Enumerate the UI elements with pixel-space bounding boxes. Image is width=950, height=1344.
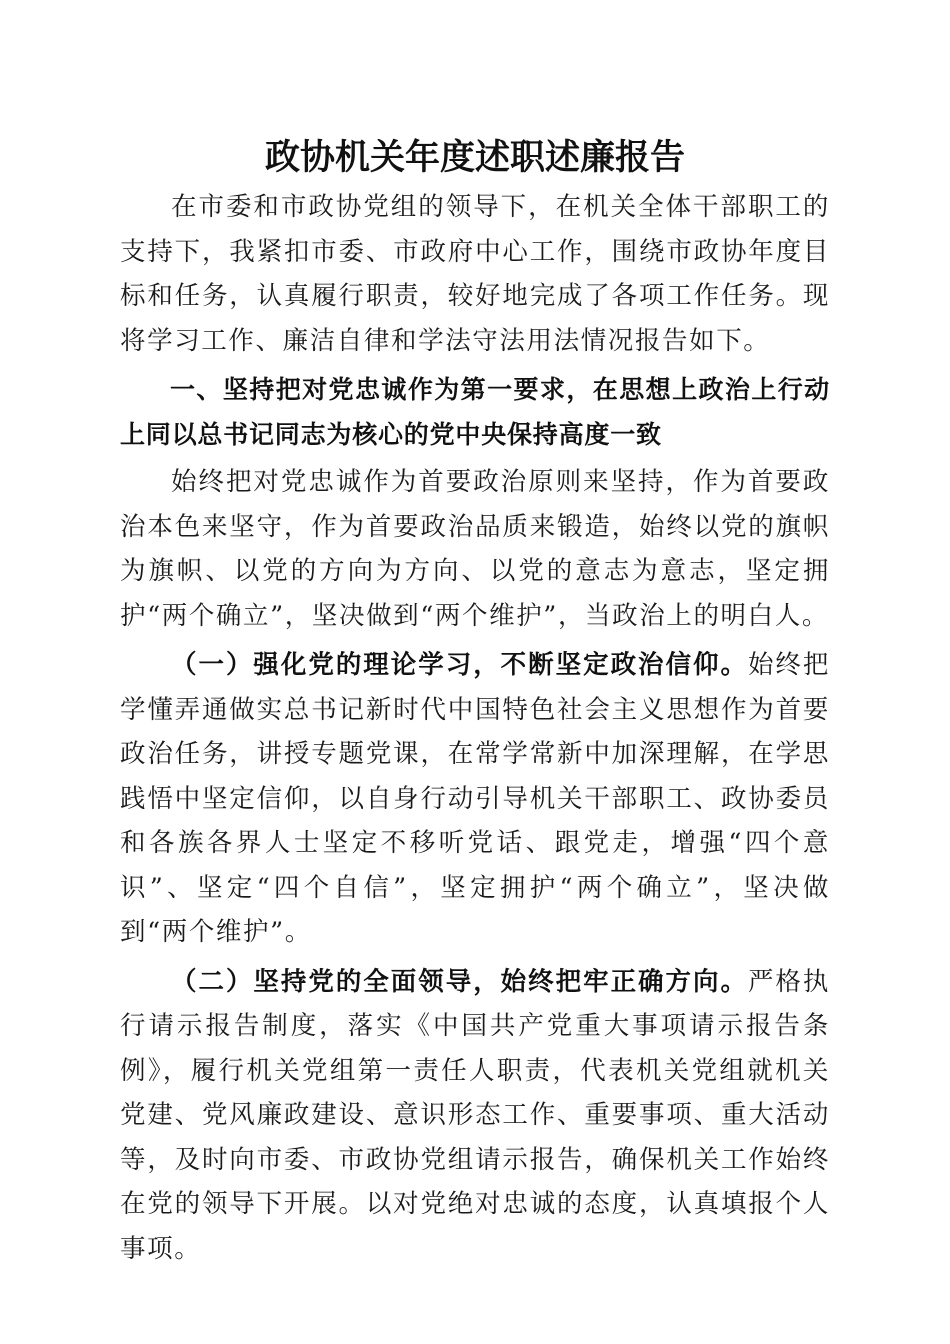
subsection-lead-1: （一）强化党的理论学习，不断坚定政治信仰。 (171, 650, 748, 680)
subsection-body-2: 严格执行请示报告制度，落实《中国共产党重大事项请示报告条例》，履行机关党组第一责任人职责，代表机关党组就机关党建、党风廉政建设、意识形态工作、重要事项、重大活动等，及时向市委、市政协党组请示报告，确保机关工作始终在党的领导下开展。以对党绝对忠诚的态度，认真填报个人事项。 (120, 966, 830, 1264)
subsection-paragraph-2 (120, 960, 830, 1272)
subsection-paragraph-1 (120, 643, 830, 955)
document-title: 政协机关年度述职述廉报告 (264, 138, 685, 178)
section-heading: 一、坚持把对党忠诚作为第一要求，在思想上政治上行动上同以总书记同志为核心的党中央保持高度一致 (120, 375, 830, 449)
document-body (120, 185, 830, 1276)
subsection-body-1: 始终把学懂弄通做实总书记新时代中国特色社会主义思想作为首要政治任务，讲授专题党课，在常学常新中加深理解，在学思践悟中坚定信仰，以自身行动引导机关干部职工、政协委员和各族各界人士坚定不移听党话、跟党走，增强“四个意识”、坚定“四个自信”，坚定拥护“两个确立”，坚决做到“两个维护”。 (120, 650, 830, 947)
intro-paragraph: 在市委和市政协党组的领导下，在机关全体干部职工的支持下，我紧扣市委、市政府中心工作，围绕市政协年度目标和任务，认真履行职责，较好地完成了各项工作任务。现将学习工作、廉洁自律和学法守法用法情况报告如下。 (120, 192, 830, 356)
section-intro-paragraph: 始终把对党忠诚作为首要政治原则来坚持，作为首要政治本色来坚守，作为首要政治品质来锻造，始终以党的旗帜为旗帜、以党的方向为方向、以党的意志为意志，坚定拥护“两个确立”，坚决做到“两个维护”，当政治上的明白人。 (120, 467, 830, 631)
subsection-lead-2: （二）坚持党的全面领导，始终把牢正确方向。 (171, 966, 748, 997)
